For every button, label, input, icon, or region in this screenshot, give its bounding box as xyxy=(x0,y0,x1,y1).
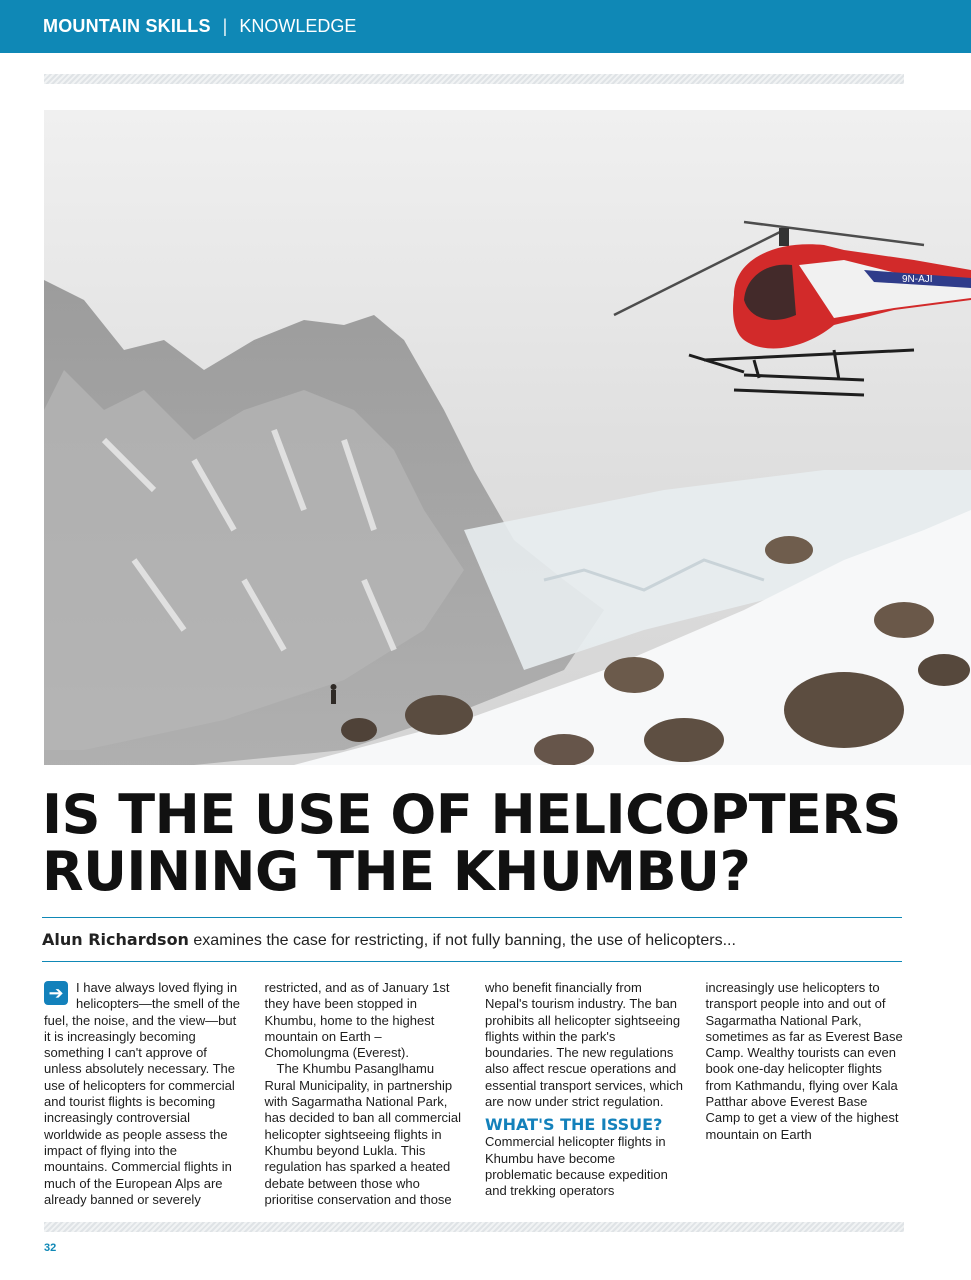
article-body xyxy=(44,980,904,1212)
standfirst-text: examines the case for restricting, if not fully banning, the use of helicopters... xyxy=(193,932,736,949)
author-name: Alun Richardson xyxy=(42,930,189,949)
page-number: 32 xyxy=(44,1242,57,1254)
headline-line-2: RUINING THE KHUMBU? xyxy=(42,840,751,903)
article-headline xyxy=(42,783,942,903)
arrow-right-icon: ➔ xyxy=(44,981,68,1005)
standfirst-rule-bottom xyxy=(42,961,902,962)
body-paragraph-2: The Khumbu Pasanglhamu Rural Municipality, in partnership with Sagarmatha National Park, has decided to ban all commercial helicopter sightseeing flights in Khumbu beyond Lukla. This regulation has sparked a heated debate between those who prioritise conservation and those who benefit financially from Nepal's tourism industry. The ban prohibits all helicopter sightseeing flights within the park's boundaries. The new regulations also affect rescue operations and essential transport services, which are now under strict regulation. xyxy=(264,980,683,1207)
helicopter-registration: 9N-AJI xyxy=(902,274,933,285)
subsection-label: KNOWLEDGE xyxy=(239,16,357,36)
section-label: MOUNTAIN SKILLS xyxy=(43,16,211,36)
hero-photo xyxy=(44,110,971,765)
decorative-stripe-top xyxy=(44,74,904,84)
standfirst-rule-top xyxy=(42,917,902,918)
section-subheading: WHAT'S THE ISSUE? xyxy=(485,1115,663,1135)
body-paragraph-3: Commercial helicopter flights in Khumbu have become problematic because expedition and trekking operators increasingly use helicopters to transport people into and out of Sagarmatha National Park, sometimes as far as Everest Base Camp. Wealthy tourists can even book one-day helicopter flights from Kathmandu, flying over Kala Patthar above Everest Base Camp to get a view of the highest mountain on Earth xyxy=(485,980,903,1199)
section-header xyxy=(0,0,971,53)
standfirst xyxy=(42,930,736,950)
decorative-stripe-bottom xyxy=(44,1222,904,1232)
helicopter-mountain-illustration xyxy=(44,110,971,765)
headline-line-1: IS THE USE OF HELICOPTERS xyxy=(42,783,901,846)
body-paragraph-1: ➔ I have always loved flying in helicopters—the smell of the fuel, the noise, and the view—but it is increasingly becoming something I can't approve of unless absolutely necessary. The use of helicopters for commercial and tourist flights is becoming increasingly controversial worldwide as people assess the impact of flying into the mountains. Commercial flights in much of the European Alps are already banned or severely restricted, and as of January 1st they have been stopped in Khumbu, home to the highest mountain on Earth – Chomolungma (Everest). xyxy=(44,980,450,1207)
header-separator: | xyxy=(222,16,228,36)
